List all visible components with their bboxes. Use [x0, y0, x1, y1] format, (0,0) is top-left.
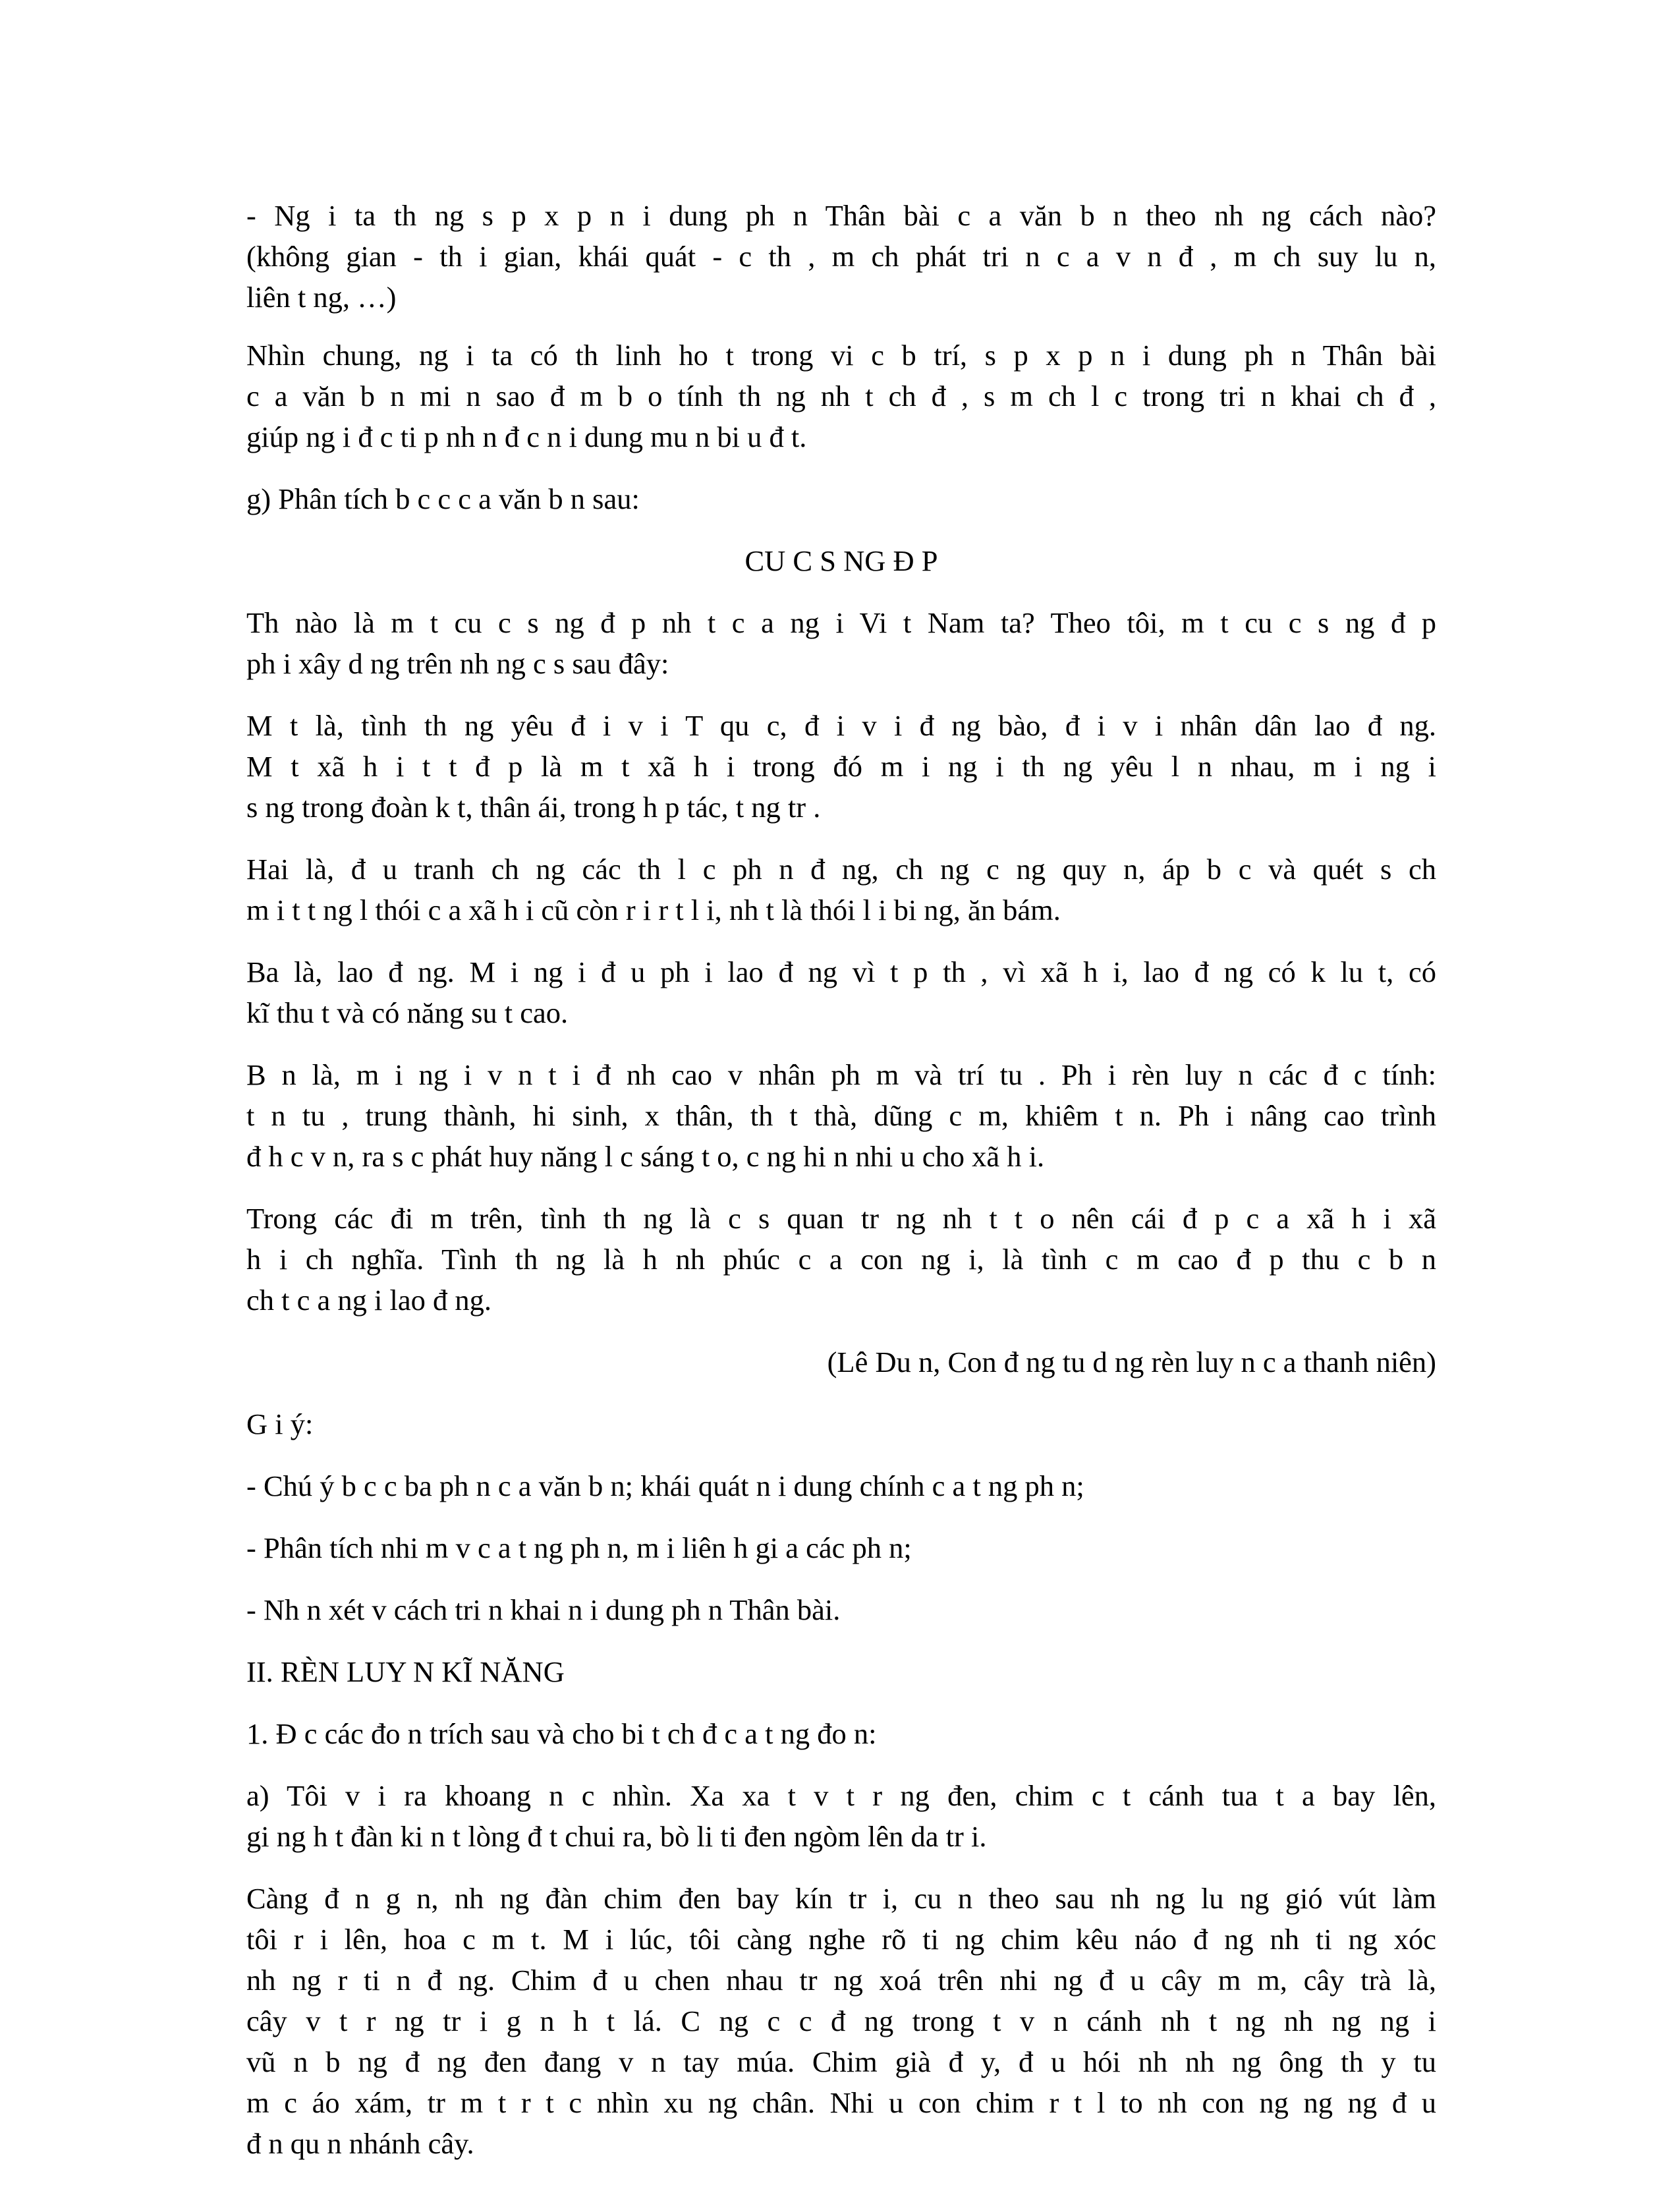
text-line: Nhìn chung, ng i ta có th linh ho t trong vi c b trí, s p x p n i dung ph n Thân bài — [246, 339, 1436, 372]
text-line: kĩ thu t và có năng su t cao. — [246, 996, 569, 1029]
text-line: Trong các đi m trên, tình th ng là c s quan tr ng nh t t o nên cái đ p c a xã h i xã — [246, 1202, 1436, 1235]
paragraph-point-three — [246, 951, 1436, 1033]
exercise-g-prompt — [246, 478, 1436, 519]
text-line: m c áo xám, tr m t r t c nhìn xu ng chân. Nhi u con chim r t l to nh con ng ng ng đ u — [246, 2086, 1436, 2119]
exercise-1-prompt — [246, 1713, 1436, 1754]
source-citation — [246, 1342, 1436, 1382]
paragraph-question-arrangement — [246, 195, 1436, 318]
excerpt-a-paragraph-2 — [246, 1878, 1436, 2164]
text-line: B n là, m i ng i v n t i đ nh cao v nhân ph m và trí tu . Ph i rèn luy n các đ c tính: — [246, 1058, 1436, 1091]
text-line: vũ n b ng đ ng đen đang v n tay múa. Chim già đ y, đ u hói nh nh ng ông th y tu — [246, 2045, 1436, 2078]
text-line: m i t t ng l thói c a xã h i cũ còn r i r t l i, nh t là thói l i bi ng, ăn bám. — [246, 894, 1061, 926]
text-line: cây v t r ng tr i g n h t lá. C ng c c đ ng trong t v n cánh nh t ng nh ng ng i — [246, 2004, 1436, 2037]
text-line: t n tu , trung thành, hi sinh, x thân, th t thà, dũng c m, khiêm t n. Ph i nâng cao trình — [246, 1099, 1436, 1132]
text-line: ch t c a ng i lao đ ng. — [246, 1284, 491, 1317]
text-title — [246, 540, 1436, 581]
text-line: nh ng r ti n đ ng. Chim đ u chen nhau tr ng xoá trên nhi ng đ u cây m m, cây trà là, — [246, 1964, 1436, 1997]
text-line: g) Phân tích b c c c a văn b n sau: — [246, 482, 640, 515]
text-line: CU C S NG Đ P — [744, 544, 938, 577]
text-line: (Lê Du n, Con đ ng tu d ng rèn luy n c a thanh niên) — [827, 1346, 1436, 1378]
text-line: G i ý: — [246, 1407, 314, 1440]
hint-item — [246, 1465, 1436, 1506]
text-line: II. RÈN LUY N KĨ NĂNG — [246, 1655, 565, 1688]
text-line: M t xã h i t t đ p là m t xã h i trong đó m i ng i th ng yêu l n nhau, m i ng i — [246, 750, 1436, 783]
text-line: Hai là, đ u tranh ch ng các th l c ph n đ ng, ch ng c ng quy n, áp b c và quét s ch — [246, 853, 1436, 886]
text-line: s ng trong đoàn k t, thân ái, trong h p tác, t ng tr . — [246, 791, 821, 824]
excerpt-a-paragraph-1 — [246, 1775, 1436, 1857]
text-line: h i ch nghĩa. Tình th ng là h nh phúc c a con ng i, là tình c m cao đ p thu c b n — [246, 1243, 1436, 1276]
text-line: ph i xây d ng trên nh ng c s sau đây: — [246, 647, 669, 680]
paragraph-point-two — [246, 849, 1436, 930]
paragraph-point-four — [246, 1054, 1436, 1177]
text-line: gi ng h t đàn ki n t lòng đ t chui ra, bò li ti đen ngòm lên da tr i. — [246, 1820, 987, 1853]
text-line: a) Tôi v i ra khoang n c nhìn. Xa xa t v t r ng đen, chim c t cánh tua t a bay lên, — [246, 1779, 1436, 1812]
document-page — [246, 195, 1436, 2185]
text-line: - Nh n xét v cách tri n khai n i dung ph n Thân bài. — [246, 1593, 841, 1626]
text-line: Th nào là m t cu c s ng đ p nh t c a ng i Vi t Nam ta? Theo tôi, m t cu c s ng đ p — [246, 606, 1436, 639]
hint-item — [246, 1589, 1436, 1630]
text-line: - Ng i ta th ng s p x p n i dung ph n Thân bài c a văn b n theo nh ng cách nào? — [246, 199, 1436, 232]
text-line: (không gian - th i gian, khái quát - c th , m ch phát tri n c a v n đ , m ch suy lu n, — [246, 240, 1436, 273]
paragraph-point-one — [246, 705, 1436, 828]
text-line: - Phân tích nhi m v c a t ng ph n, m i liên h gi a các ph n; — [246, 1531, 912, 1564]
text-line: liên t ng, …) — [246, 281, 397, 314]
text-line: Ba là, lao đ ng. M i ng i đ u ph i lao đ ng vì t p th , vì xã h i, lao đ ng có k lu t, có — [246, 955, 1436, 988]
hint-item — [246, 1527, 1436, 1568]
text-line: đ h c v n, ra s c phát huy năng l c sáng t o, c ng hi n nhi u cho xã h i. — [246, 1140, 1045, 1173]
text-line: đ n qu n nhánh cây. — [246, 2127, 474, 2160]
text-line: tôi r i lên, hoa c m t. M i lúc, tôi càng nghe rõ ti ng chim kêu náo đ ng nh ti ng xóc — [246, 1923, 1436, 1956]
hint-heading — [246, 1404, 1436, 1444]
paragraph-conclusion — [246, 1198, 1436, 1320]
text-line: - Chú ý b c c ba ph n c a văn b n; khái quát n i dung chính c a t ng ph n; — [246, 1469, 1084, 1502]
paragraph-general-remark — [246, 335, 1436, 457]
text-line: 1. Đ c các đo n trích sau và cho bi t ch đ c a t ng đo n: — [246, 1717, 877, 1750]
section-heading — [246, 1651, 1436, 1692]
text-line: c a văn b n mi n sao đ m b o tính th ng nh t ch đ , s m ch l c trong tri n khai ch đ , — [246, 380, 1436, 412]
paragraph-intro-question — [246, 602, 1436, 684]
text-line: Càng đ n g n, nh ng đàn chim đen bay kín tr i, cu n theo sau nh ng lu ng gió vút làm — [246, 1882, 1436, 1915]
text-line: M t là, tình th ng yêu đ i v i T qu c, đ i v i đ ng bào, đ i v i nhân dân lao đ ng. — [246, 709, 1436, 742]
text-line: giúp ng i đ c ti p nh n đ c n i dung mu n bi u đ t. — [246, 420, 807, 453]
